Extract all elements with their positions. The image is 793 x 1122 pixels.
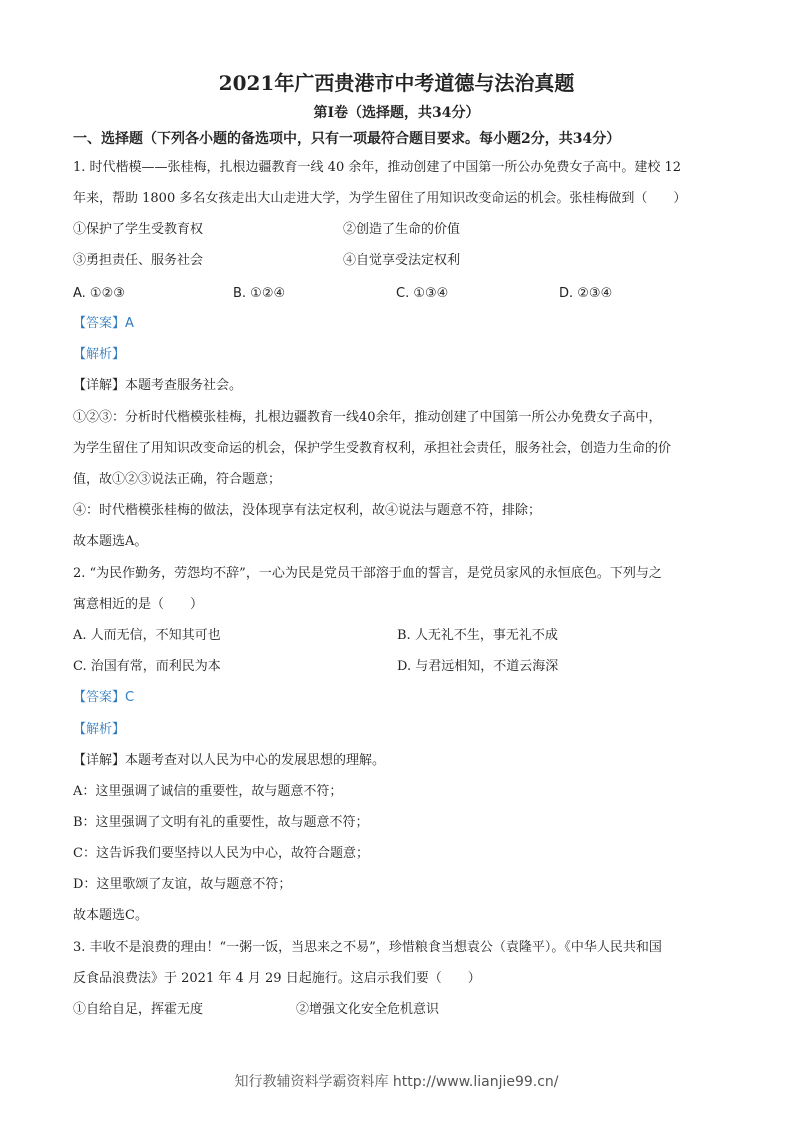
q1-option-c: C. ①③④ (396, 286, 449, 301)
q2-option-c: C. 治国有常，而利民为本 (73, 659, 221, 674)
q1-option-b: B. ①②④ (233, 286, 286, 301)
q2-explanation-a: A：这里强调了诚信的重要性，故与题意不符； (73, 784, 343, 799)
q2-answer: 【答案】C (73, 690, 135, 705)
q1-item-4: ④自觉享受法定权利 (343, 253, 461, 268)
q2-stem-line1: 2. “为民作勤务，劳怨均不辞”，一心为民是党员干部溶于血的誓言，是党员家风的永恒底色。下列与之 (73, 566, 662, 581)
q3-stem-line2: 反食品浪费法》于 2021 年 4 月 29 日起施行。这启示我们要（ ） (73, 971, 481, 986)
q1-analysis-label: 【解析】 (73, 347, 126, 362)
q2-detail: 【详解】本题考查对以人民为中心的发展思想的理解。 (73, 753, 386, 768)
q2-conclusion: 故本题选C。 (73, 908, 148, 923)
q1-stem-line2: 年来，帮助 1800 多名女孩走出大山走进大学，为学生留住了用知识改变命运的机会。张桂梅做到（ ） (73, 191, 687, 206)
q2-explanation-b: B：这里强调了文明有礼的重要性，故与题意不符； (73, 815, 369, 830)
q2-option-b: B. 人无礼不生，事无礼不成 (397, 628, 558, 643)
q1-explanation-line2: 为学生留住了用知识改变命运的机会，保护学生受教育权利，承担社会责任，服务社会，创造力生命的价 (73, 441, 672, 456)
q2-explanation-d: D：这里歌颂了友谊，故与题意不符； (73, 877, 292, 892)
q2-option-d: D. 与君远相知，不道云海深 (397, 659, 559, 674)
q3-item-1: ①自给自足，挥霍无度 (73, 1002, 204, 1017)
q2-analysis-label: 【解析】 (73, 722, 126, 737)
q1-item-3: ③勇担责任、服务社会 (73, 253, 204, 268)
q3-item-2: ②增强文化安全危机意识 (296, 1002, 440, 1017)
q1-explanation-line4: ④：时代楷模张桂梅的做法，没体现享有法定权利，故④说法与题意不符，排除； (73, 503, 542, 518)
q1-detail: 【详解】本题考查服务社会。 (73, 378, 243, 393)
q1-option-d: D. ②③④ (559, 286, 613, 301)
q1-conclusion: 故本题选A。 (73, 534, 148, 549)
q1-item-2: ②创造了生命的价值 (343, 222, 461, 237)
q2-explanation-c: C：这告诉我们要坚持以人民为中心，故符合题意； (73, 846, 369, 861)
q1-answer: 【答案】A (73, 316, 134, 331)
part-heading: 第Ⅰ卷（选择题，共34分） (313, 105, 480, 121)
q1-explanation-line3: 值，故①②③说法正确，符合题意； (73, 472, 282, 487)
q1-explanation-line1: ①②③：分析时代楷模张桂梅，扎根边疆教育一线40余年，推动创建了中国第一所公办免费女子高中， (73, 410, 662, 425)
q1-stem-line1: 1. 时代楷模——张桂梅，扎根边疆教育一线 40 余年，推动创建了中国第一所公办免费女子高中。建校 12 (73, 160, 682, 175)
section-heading: 一、选择题（下列各小题的备选项中，只有一项最符合题目要求。每小题2分，共34分） (73, 131, 621, 147)
q2-option-a: A. 人而无信，不知其可也 (73, 628, 221, 643)
q2-stem-line2: 寓意相近的是（ ） (73, 597, 204, 612)
footer-watermark: 知行教辅资料学霸资料库 http://www.lianjie99.cn/ (234, 1074, 559, 1090)
document-title: 2021年广西贵港市中考道德与法治真题 (218, 71, 575, 95)
q1-item-1: ①保护了学生受教育权 (73, 222, 204, 237)
q3-stem-line1: 3. 丰收不是浪费的理由！“一粥一饭，当思来之不易”，珍惜粮食当想袁公（袁隆平）。《中华人民共和国 (73, 940, 662, 955)
q1-option-a: A. ①②③ (73, 286, 125, 301)
